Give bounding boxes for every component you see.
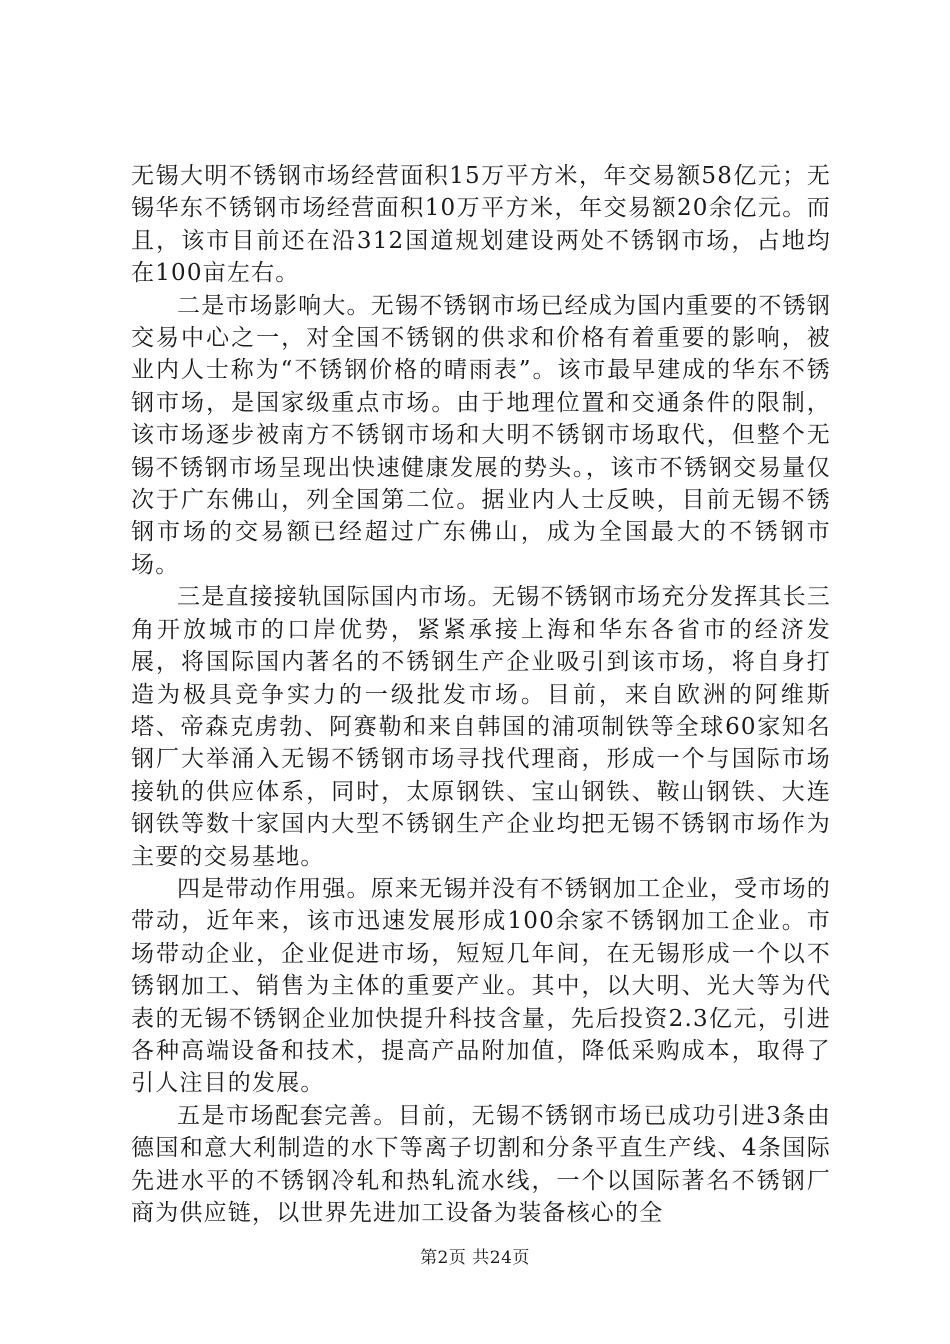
paragraph-1: 无锡大明不锈钢市场经营面积15万平方米，年交易额58亿元；无锡华东不锈钢市场经营面积10万平方米，年交易额20余亿元。而且，该市目前还在沿312国道规划建设两处不锈钢市场，占地均在100亩左右。	[131, 163, 831, 287]
paragraph-2: 二是市场影响大。无锡不锈钢市场已经成为国内重要的不锈钢交易中心之一，对全国不锈钢的供求和价格有着重要的影响，被业内人士称为“不锈钢价格的晴雨表”。该市最早建成的华东不锈钢市场，是国家级重点市场。由于地理位置和交通条件的限制，该市场逐步被南方不锈钢市场和大明不锈钢市场取代，但整个无锡不锈钢市场呈现出快速健康发展的势头。，该市不锈钢交易量仅次于广东佛山，列全国第二位。据业内人士反映，目前无锡不锈钢市场的交易额已经超过广东佛山，成为全国最大的不锈钢市场。	[131, 292, 831, 578]
page-number-footer: 第2页 共24页	[420, 1248, 530, 1268]
document-body	[131, 160, 831, 1229]
paragraph-4: 四是带动作用强。原来无锡并没有不锈钢加工企业，受市场的带动，近年来，该市迅速发展形成100余家不锈钢加工企业。市场带动企业，企业促进市场，短短几年间，在无锡形成一个以不锈钢加工、销售为主体的重要产业。其中，以大明、光大等为代表的无锡不锈钢企业加快提升科技含量，先后投资2.3亿元，引进各种高端设备和技术，提高产品附加值，降低采购成本，取得了引人注目的发展。	[131, 875, 831, 1097]
paragraph-3: 三是直接接轨国际国内市场。无锡不锈钢市场充分发挥其长三角开放城市的口岸优势，紧紧承接上海和华东各省市的经济发展，将国际国内著名的不锈钢生产企业吸引到该市场，将自身打造为极具竞争实力的一级批发市场。目前，来自欧洲的阿维斯塔、帝森克虏勃、阿赛勒和来自韩国的浦项制铁等全球60家知名钢厂大举涌入无锡不锈钢市场寻找代理商，形成一个与国际市场接轨的供应体系，同时，太原钢铁、宝山钢铁、鞍山钢铁、大连钢铁等数十家国内大型不锈钢生产企业均把无锡不锈钢市场作为主要的交易基地。	[131, 584, 831, 870]
paragraph-5: 五是市场配套完善。目前，无锡不锈钢市场已成功引进3条由德国和意大利制造的水下等离子切割和分条平直生产线、4条国际先进水平的不锈钢冷轧和热轧流水线，一个以国际著名不锈钢厂商为供应链，以世界先进加工设备为装备核心的全	[131, 1102, 831, 1226]
